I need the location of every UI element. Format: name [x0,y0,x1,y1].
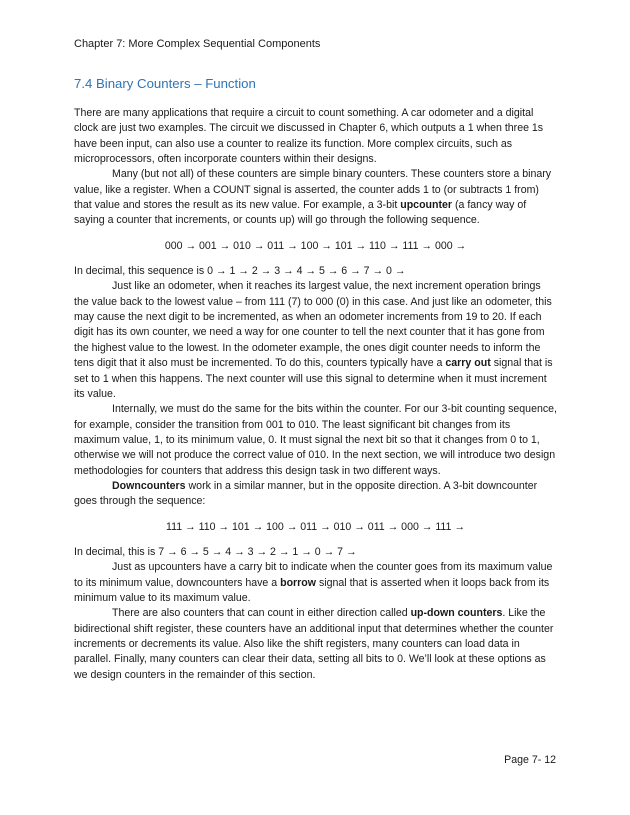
paragraph-odometer [74,279,557,402]
term-downcounters: Downcounters [112,479,186,492]
binary-sequence-down: 111 → 110 → 101 → 100 → 011 → 010 → 011 → 000 → 111 → [166,520,465,533]
paragraph-text: signal that is set to 1 when this happens. The next counter will use this signal to determine when it must increment its value. [74,357,553,400]
paragraph-binary-counters [74,167,557,228]
term-upcounter: upcounter [400,199,453,212]
paragraph-borrow [74,560,557,606]
section-heading: 7.4 Binary Counters – Function [74,76,256,91]
body-text [74,106,557,683]
term-up-down-counters: up-down counters [410,607,503,620]
paragraph-internal-bits: Internally, we must do the same for the bits within the counter. For our 3-bit counting sequence, for example, consider the transition from 001 to 010. The least significant bit changes from its maximum value, 1, to its minimum value, 0. It must signal the next bit so that it changes from 0 to 1, otherwise we will not produce the correct value of 010. In the next section, we will introduce two design methodologies for counters that address this design task in two different ways. [74,403,557,477]
term-carry-out: carry out [445,357,491,370]
paragraph-text: Just like an odometer, when it reaches its largest value, the next increment operation brings the value back to the lowest value – from 111 (7) to 000 (0) in this case. And just like an odometer, this may cause the next digit to be incremented, as when an odometer increments from 19 to 20. If each digit has its own counter, we need a way for one counter to tell the next counter that it has gone from the highest value to the lowest. In the odometer example, the ones digit counter needs to inform the tens digit that it also must be incremented. To do this, counters typically have a [74,280,552,370]
term-borrow: borrow [280,576,317,589]
paragraph-text: . Like the bidirectional shift register, these counters have an additional input that determines whether the counter increments or decrements its value. Also like the shift registers, many counters can load data in parallel. Finally, many counters can clear their data, setting all bits to 0. We’ll look at these options as we design counters in the remainder of this section. [74,607,554,681]
paragraph-text: There are also counters that can count in either direction called [112,607,408,620]
paragraph-text: work in a similar manner, but in the opposite direction. A 3-bit downcounter goes through the sequence: [74,479,538,508]
decimal-sequence-down: In decimal, this is 7 → 6 → 5 → 4 → 3 → 2 → 1 → 0 → 7 → [74,545,357,558]
paragraph-downcounters [74,479,557,510]
paragraph-text: Just as upcounters have a carry bit to indicate when the counter goes from its maximum value to its minimum value, downcounters have a [74,561,553,589]
paragraph-text: signal that is asserted when it loops back from its minimum value to its maximum value. [74,576,550,604]
page-number: Page 7- 12 [504,754,556,766]
paragraph-up-down [74,606,557,683]
binary-sequence-up: 000 → 001 → 010 → 011 → 100 → 101 → 110 → 111 → 000 → [164,239,467,252]
paragraph-text: (a fancy way of saying a counter that increments, or counts up) will go through the following sequence. [74,199,527,227]
running-header: Chapter 7: More Complex Sequential Components [74,38,321,50]
paragraph-text: Many (but not all) of these counters are simple binary counters. These counters store a binary value, like a register. When a COUNT signal is asserted, the counter adds 1 to (or subtracts 1 from) that value and stores the result as its new value. For example, a 3-bit [74,168,552,212]
decimal-sequence-up: In decimal, this sequence is 0 → 1 → 2 → 3 → 4 → 5 → 6 → 7 → 0 → [74,265,406,278]
paragraph-intro: There are many applications that require a circuit to count something. A car odometer and a digital clock are just two examples. The circuit we discussed in Chapter 6, which outputs a 1 when three 1s have been input, can also use a counter to realize its function. More complex circuits, such as microprocessors, often incorporate counters within their designs. [74,107,544,166]
